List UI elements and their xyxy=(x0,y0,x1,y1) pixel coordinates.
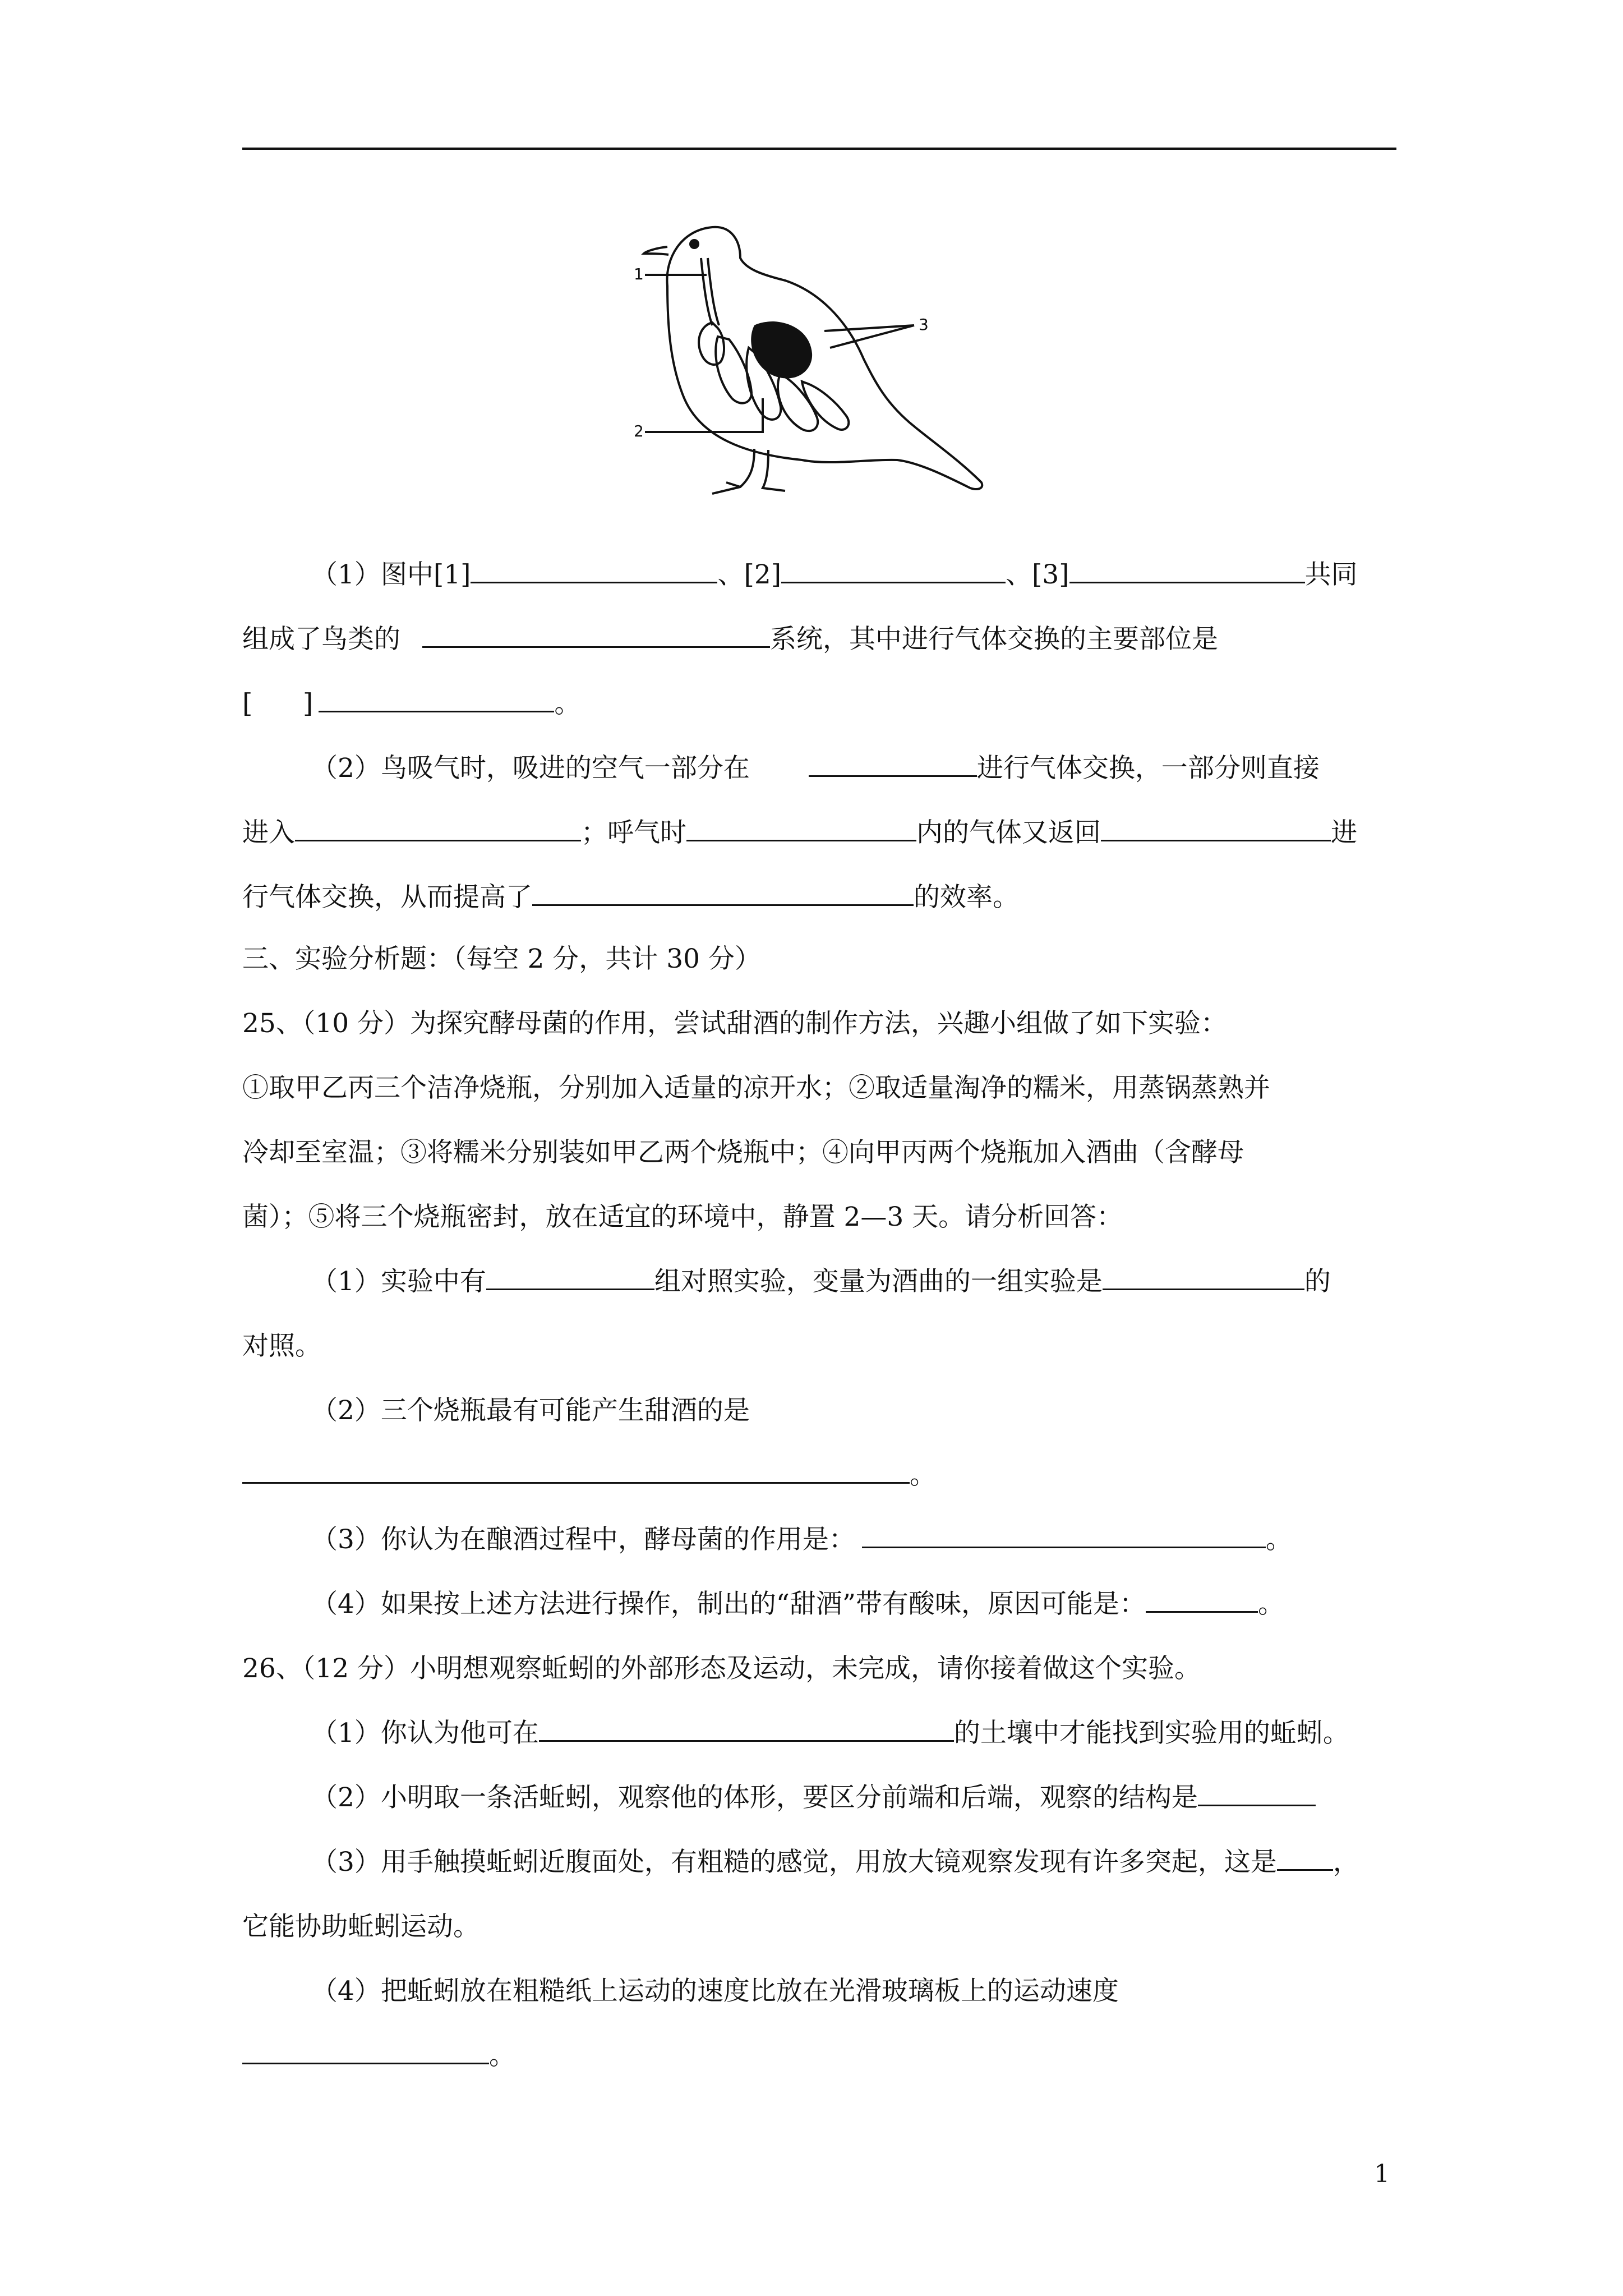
q25-p2: （2）三个烧瓶最有可能产生甜酒的是 xyxy=(311,1395,750,1426)
q25-p2-answer: 。 xyxy=(242,1456,1623,1495)
answer-blank[interactable] xyxy=(242,1456,910,1484)
answer-blank[interactable] xyxy=(486,1263,654,1290)
header-rule xyxy=(242,148,1396,150)
answer-blank[interactable] xyxy=(319,685,554,712)
q25-p1-line1: （1）实验中有 组对照实验，变量为酒曲的一组实验是 的 xyxy=(311,1262,1623,1301)
q25-p1-line2: 对照。 xyxy=(242,1331,321,1361)
q24-p1-line2: 组成了鸟类的 系统，其中进行气体交换的主要部位是 xyxy=(242,620,1623,659)
figure-label-3: 3 xyxy=(919,315,929,334)
q24-p2-line3: 行气体交换，从而提高了 的效率。 xyxy=(242,878,1623,917)
q25-step2: 冷却至室温；③将糯米分别装如甲乙两个烧瓶中；④向甲丙两个烧瓶加入酒曲（含酵母 xyxy=(242,1137,1244,1168)
answer-blank[interactable] xyxy=(809,749,977,777)
answer-blank[interactable] xyxy=(471,556,717,583)
lung xyxy=(751,321,812,378)
q26-intro: 26、（12 分）小明想观察蚯蚓的外部形态及运动，未完成，请你接着做这个实验。 xyxy=(242,1653,1201,1684)
answer-blank[interactable] xyxy=(295,814,581,841)
answer-blank[interactable] xyxy=(1101,814,1331,841)
q24-p2-line2: 进入 ；呼气时 内的气体又返回 进 xyxy=(242,813,1623,853)
q24-p1-line1: （1）图中[1] 、[2] 、[3] 共同 xyxy=(311,555,1623,595)
q24-p1-line3: [ ] 。 xyxy=(242,684,1623,724)
q25-intro: 25、（10 分）为探究酵母菌的作用，尝试甜酒的制作方法，兴趣小组做了如下实验： xyxy=(242,1008,1228,1039)
answer-blank[interactable] xyxy=(686,814,916,841)
answer-blank[interactable] xyxy=(1198,1779,1316,1806)
q24-p2-line1: （2）鸟吸气时，吸进的空气一部分在 进行气体交换，一部分则直接 xyxy=(311,749,1623,788)
answer-blank[interactable] xyxy=(242,2037,489,2064)
bird-beak xyxy=(644,247,668,255)
bird-outline xyxy=(667,227,982,489)
answer-blank[interactable] xyxy=(1146,1585,1258,1613)
q25-step1: ①取甲乙丙三个洁净烧瓶，分别加入适量的凉开水；②取适量淘净的糯米，用蒸锅蒸熟并 xyxy=(242,1073,1270,1103)
leader-line-3 xyxy=(824,325,914,348)
q26-p4: （4）把蚯蚓放在粗糙纸上运动的速度比放在光滑玻璃板上的运动速度 xyxy=(311,1976,1119,2007)
q25-p4: （4）如果按上述方法进行操作，制出的“甜酒”带有酸味，原因可能是： 。 xyxy=(311,1585,1623,1624)
section-heading: 三、实验分析题：（每空 2 分，共计 30 分） xyxy=(242,944,761,974)
air-sac xyxy=(802,381,849,430)
q26-p2: （2）小明取一条活蚯蚓，观察他的体形，要区分前端和后端，观察的结构是 xyxy=(311,1778,1623,1818)
answer-blank[interactable] xyxy=(532,878,914,906)
air-sac xyxy=(699,323,724,365)
q26-p3-line2: 它能协助蚯蚓运动。 xyxy=(242,1911,479,1942)
page-number: 1 xyxy=(1374,2160,1390,2188)
figure-label-1: 1 xyxy=(634,265,644,283)
q26-p1: （1）你认为他可在 的土壤中才能找到实验用的蚯蚓。 xyxy=(311,1714,1623,1753)
q26-p4-answer: 。 xyxy=(242,2036,1623,2076)
q25-step3: 菌）；⑤将三个烧瓶密封，放在适宜的环境中，静置 2—3 天。请分析回答： xyxy=(242,1202,1123,1232)
bird-respiratory-figure xyxy=(634,213,1004,505)
answer-blank[interactable] xyxy=(1103,1263,1304,1290)
bird-eye xyxy=(690,240,698,248)
answer-blank[interactable] xyxy=(781,556,1006,583)
bird-leg xyxy=(712,449,754,494)
answer-blank[interactable] xyxy=(862,1521,1266,1548)
q25-p3: （3）你认为在酿酒过程中，酵母菌的作用是： 。 xyxy=(311,1520,1623,1559)
figure-label-2: 2 xyxy=(634,422,644,440)
answer-blank[interactable] xyxy=(1277,1843,1333,1871)
answer-blank[interactable] xyxy=(539,1714,954,1742)
q26-p3-line1: （3）用手触摸蚯蚓近腹面处，有粗糙的感觉，用放大镜观察发现有许多突起，这是 ， xyxy=(311,1843,1623,1882)
answer-blank[interactable] xyxy=(422,620,770,648)
answer-blank[interactable] xyxy=(1069,556,1305,583)
